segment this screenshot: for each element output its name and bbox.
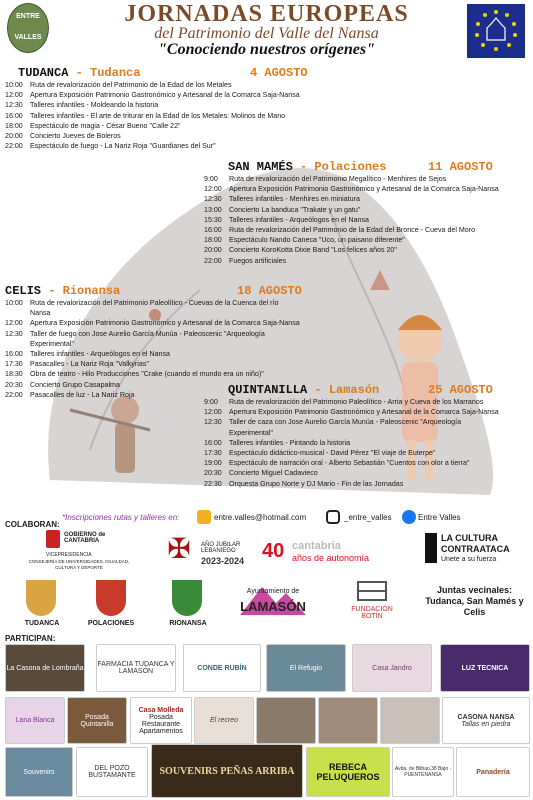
- eu-heritage-logo: [467, 4, 525, 58]
- sponsor-line: Apartamentos: [139, 727, 183, 735]
- event-time: 9:00: [204, 398, 218, 406]
- polaciones-shield: [96, 580, 126, 616]
- autonomia-sub: años de autonomía: [292, 553, 370, 563]
- municipality-name: Rionansa: [62, 284, 121, 298]
- event-title: Orquesta Grupo Norte y DJ Mario - Fin de las Jornadas: [229, 479, 404, 488]
- event-row: [5, 329, 350, 349]
- event-time: 18:00: [204, 236, 222, 245]
- event-title: Talleres infantiles - Moldeando la historia: [30, 101, 159, 110]
- section-heading: QUINTANILLA - Lamasón 25 AGOSTO: [228, 383, 493, 397]
- event-time: 10:00: [5, 81, 23, 89]
- event-title: Talleres infantiles - Arqueólogos en el Nansa: [30, 350, 170, 359]
- sponsor-logo: La Casona de Lombraña: [5, 644, 85, 692]
- event-time: 16:00: [204, 438, 222, 447]
- event-time: 12:00: [5, 91, 23, 100]
- event-time: 13:00: [204, 205, 222, 214]
- email-link[interactable]: entre.valles@hotmail.com: [214, 513, 307, 522]
- instagram-link[interactable]: _entre_valles: [344, 513, 392, 522]
- event-date: 25 AGOSTO: [428, 383, 493, 397]
- event-title: Talleres infantiles - Arqueólogos en el Nansa: [229, 215, 369, 224]
- botin-mark-icon: [356, 580, 388, 602]
- inscription-note: *Inscripciones rutas y talleres en:: [62, 513, 180, 522]
- event-row: [204, 205, 533, 215]
- event-row: [5, 100, 345, 110]
- cultura-logo: [425, 533, 530, 573]
- cantabria-dept: CONSEJERÍA DE UNIVERSIDADES, IGUALDAD, CULTURA Y DEPORTE: [28, 559, 130, 570]
- lamason-name: LAMASÓN: [240, 599, 306, 614]
- municipality-label: RIONANSA: [169, 620, 207, 627]
- autonomia-name: cantabria: [292, 540, 341, 552]
- autonomia-number: 40: [262, 540, 285, 562]
- cross-icon: ✠: [167, 533, 191, 564]
- event-date: 4 AGOSTO: [250, 66, 308, 80]
- event-title: Obra de teatro - Hilo Producciones "Crake (cuando el mundo era un niño)": [30, 370, 264, 379]
- cantabria-sub: VICEPRESIDENCIA: [46, 552, 92, 558]
- event-title: Ruta de revalorización del Patrimonio Paleolítico - Arria y Cueva de los Marranos: [229, 398, 484, 406]
- town-name: SAN MAMÉS: [228, 160, 293, 174]
- cultura-mark-icon: [425, 533, 437, 563]
- event-time: 12:00: [204, 408, 222, 417]
- shield-icon: [46, 530, 60, 548]
- town-name: TUDANCA: [18, 66, 69, 80]
- event-title: Ruta de revalorización del Patrimonio de la Edad de los Metales: [30, 81, 232, 89]
- sponsor-logo: Panadería: [456, 747, 530, 797]
- event-title: Talleres infantiles - Pintando la historia: [229, 438, 351, 447]
- event-row: [204, 417, 533, 437]
- sponsor-logo: Souvenirs: [5, 747, 73, 797]
- email-icon: [197, 510, 211, 524]
- event-row: [204, 397, 533, 407]
- rionansa-shield: [172, 580, 202, 616]
- event-time: 20:30: [204, 469, 222, 478]
- event-title: Apertura Exposición Patrimonio Gastronómico y Artesanal de la Comarca Saja-Nansa: [229, 408, 499, 417]
- facebook-icon: [402, 510, 416, 524]
- jubilar-name: AÑO JUBILAR LEBANIEGO: [201, 542, 241, 554]
- event-title: Taller de caza con Jose Aurelio García Munúa - Paleoscenic "Arqueología Experimental": [229, 418, 462, 437]
- event-row: [204, 184, 533, 194]
- event-row: [204, 256, 533, 266]
- sponsor-line: Posada: [149, 713, 173, 721]
- section-quintanilla: [204, 383, 533, 489]
- logo-bottom-text: VALLES: [14, 34, 42, 41]
- event-title: Pasacalles de luz - La Nariz Roja: [30, 390, 135, 399]
- section-tudanca: [5, 66, 345, 151]
- event-row: [204, 235, 533, 245]
- event-row: [204, 407, 533, 417]
- juntas-vecinales: Juntas vecinales: Tudanca, San Mamés y Celis: [425, 585, 524, 617]
- instagram-icon: [326, 510, 340, 524]
- event-title: Espectáculo de narración oral - Alberto Sebastián "Cuentos con olor a tierra": [229, 459, 470, 468]
- town-name: QUINTANILLA: [228, 383, 308, 397]
- event-list: [204, 397, 533, 489]
- sponsor-logo: Lana Blanca: [5, 697, 65, 744]
- event-row: [204, 438, 533, 448]
- section-san-mames: [204, 160, 533, 266]
- page-title: JORNADAS EUROPEAS: [124, 1, 409, 27]
- event-time: 18:00: [5, 121, 23, 130]
- municipality-label: TUDANCA: [24, 620, 60, 627]
- event-time: 10:00: [5, 299, 23, 307]
- event-title: Apertura Exposición Patrimonio Gastronómico y Artesanal de la Comarca Saja-Nansa: [229, 185, 499, 194]
- event-row: [204, 215, 533, 225]
- event-row: [204, 479, 533, 489]
- event-time: 12:30: [5, 329, 23, 338]
- event-row: [5, 349, 350, 359]
- event-title: Espectáculo de fuego - La Nariz Roja "Guardianes del Sur": [30, 142, 216, 151]
- municipality-label: POLACIONES: [87, 620, 135, 627]
- event-row: [204, 468, 533, 478]
- event-time: 16:00: [204, 226, 222, 235]
- cantabria-logo: [8, 530, 148, 576]
- event-row: [5, 131, 345, 141]
- event-time: 9:00: [204, 175, 218, 183]
- section-heading: CELIS - Rionansa 18 AGOSTO: [5, 284, 302, 298]
- event-time: 20:00: [5, 132, 23, 141]
- event-time: 12:30: [204, 195, 222, 204]
- event-title: Concierto Miguel Cadavieco: [229, 469, 318, 478]
- event-title: Taller de fuego con Jose Aurelio García Munúa - Paleoscenic "Arqueología Experimental": [30, 329, 265, 348]
- event-title: Talleres infantiles - El arte de triturar en la Edad de los Metales: Molinos de Mano: [30, 111, 286, 120]
- collaborators-label: COLABORAN:: [5, 520, 60, 529]
- event-row: [204, 458, 533, 468]
- event-time: 12:30: [204, 418, 222, 427]
- section-heading: TUDANCA - Tudanca 4 AGOSTO: [18, 66, 308, 80]
- event-row: [5, 359, 350, 369]
- town-name: CELIS: [5, 284, 42, 298]
- municipality-name: Tudanca: [90, 66, 141, 80]
- event-title: Concierto Grupo Casapalma: [30, 380, 120, 389]
- cultura-line3: Únete a su fuerza: [441, 556, 497, 563]
- event-title: Ruta de revalorización del Patrimonio de la Edad del Bronce - Cueva del Moro: [229, 226, 476, 235]
- facebook-link[interactable]: Entre Valles: [418, 513, 461, 522]
- event-row: [204, 225, 533, 235]
- event-time: 22:30: [204, 479, 222, 488]
- cultura-line2: CONTRAATACA: [441, 544, 510, 554]
- event-time: 12:00: [5, 319, 23, 328]
- autonomia-logo: [262, 540, 392, 566]
- event-time: 12:00: [204, 185, 222, 194]
- sponsor-logo: CONDE RUBÍN: [183, 644, 261, 692]
- event-time: 16:00: [5, 350, 23, 359]
- event-row: [204, 194, 533, 204]
- event-time: 20:00: [204, 246, 222, 255]
- sponsor-photo: [256, 697, 316, 744]
- sponsor-line: Restaurante: [141, 720, 181, 728]
- tudanca-shield: [26, 580, 56, 616]
- sponsor-logo: [442, 697, 530, 744]
- sponsor-logo: LUZ TECNICA: [440, 644, 530, 692]
- participants-label: PARTICIPAN:: [5, 634, 56, 643]
- event-row: [5, 80, 345, 90]
- lamason-logo: [232, 585, 314, 621]
- page-subtitle: del Patrimonio del Valle del Nansa: [154, 25, 379, 42]
- event-title: Espectáculo didáctico-musical - David Pérez "El viaje de Euterpe": [229, 449, 436, 458]
- event-time: 15:30: [204, 215, 222, 224]
- event-time: 22:00: [5, 142, 23, 151]
- sponsor-logo: DEL POZO BUSTAMANTE: [76, 747, 148, 797]
- sponsor-logo: Avda. de Bilbao,38 Bajo · PUENTENANSA: [392, 747, 454, 797]
- event-date: 11 AGOSTO: [428, 160, 493, 174]
- sponsor-photo: [318, 697, 378, 744]
- event-title: Espectáculo de magia - César Bueno "Calle 22": [30, 121, 181, 130]
- event-time: 16:00: [5, 111, 23, 120]
- event-title: Ruta de revalorización del Patrimonio Megalítico - Menhires de Sejos: [229, 175, 447, 183]
- cultura-line1: LA CULTURA: [441, 533, 498, 543]
- event-time: 22:00: [204, 256, 222, 265]
- event-title: Concierto Jueves de Boleros: [30, 132, 121, 141]
- event-row: [204, 174, 533, 184]
- sponsor-logo: El Refugio: [266, 644, 346, 692]
- event-row: [5, 141, 345, 151]
- municipality-name: Polaciones: [314, 160, 387, 174]
- event-time: 19:00: [204, 459, 222, 468]
- event-time: 17:30: [5, 360, 23, 369]
- event-title: Ruta de revalorización del Patrimonio Paleolítico - Cuevas de la Cuenca del río Nansa: [30, 299, 279, 318]
- sponsor-logo: FARMACIA TUDANCA Y LAMASÓN: [96, 644, 176, 692]
- lamason-pre: Ayuntamiento de: [246, 588, 300, 595]
- sponsor-logo: REBECA PELUQUEROS: [306, 747, 390, 797]
- event-row: [204, 245, 533, 255]
- logo-top-text: ENTRE: [16, 13, 40, 20]
- event-time: 18:30: [5, 370, 23, 379]
- event-time: 17:30: [204, 449, 222, 458]
- event-time: 22:00: [5, 390, 23, 399]
- event-time: 12:30: [5, 101, 23, 110]
- event-date: 18 AGOSTO: [237, 284, 302, 298]
- sponsor-logo: Posada Quintanilla: [67, 697, 127, 744]
- event-row: [5, 111, 345, 121]
- event-row: [5, 369, 350, 379]
- municipality-name: Lamasón: [328, 383, 380, 397]
- jubilar-years: 2023-2024: [201, 556, 245, 566]
- event-title: Pasacalles - La Nariz Roja "Valkyrias": [30, 360, 149, 369]
- event-row: [5, 90, 345, 100]
- event-list: [5, 80, 345, 151]
- event-row: [204, 448, 533, 458]
- event-row: [5, 121, 345, 131]
- event-title: Fuegos artificiales: [229, 256, 287, 265]
- page-tagline: "Conociendo nuestros orígenes": [158, 41, 375, 58]
- event-title: Apertura Exposición Patrimonio Gastronómico y Artesanal de la Comarca Saja-Nansa: [30, 91, 300, 100]
- event-list: [204, 174, 533, 266]
- section-heading: SAN MAMÉS - Polaciones 11 AGOSTO: [228, 160, 493, 174]
- event-time: 20:30: [5, 380, 23, 389]
- event-row: [5, 318, 350, 328]
- sponsor-name: Casa Molleda: [138, 706, 184, 714]
- jubilar-logo: [165, 532, 255, 572]
- cantabria-name: GOBIERNO de CANTABRIA: [64, 532, 106, 544]
- event-row: [5, 298, 350, 318]
- botin-name: FUNDACIÓN BOTÍN: [351, 606, 393, 620]
- event-title: Talleres infantiles - Menhires en miniatura: [229, 195, 360, 204]
- event-title: Concierto La banduca "Trakate y un gatu": [229, 205, 361, 214]
- botin-logo: [342, 580, 402, 622]
- event-title: Apertura Exposición Patrimonio Gastronómico y Artesanal de la Comarca Saja-Nansa: [30, 319, 300, 328]
- header: [0, 0, 533, 64]
- contact-bar: [0, 507, 533, 529]
- sponsor-logo: [130, 697, 192, 744]
- sponsor-photo: [380, 697, 440, 744]
- sponsor-logo: Casa Jandro: [352, 644, 432, 692]
- sponsor-logo: SOUVENIRS PEÑAS ARRIBA: [151, 744, 303, 798]
- event-title: Espectáculo Nando Caneca "Uco, un paisano diferente": [229, 236, 405, 245]
- event-title: Concierto KoroKotta Dixie Band "Los felices años 20": [229, 246, 397, 255]
- sponsor-logo: El recreo: [194, 697, 254, 744]
- sponsor-name: CASONA NANSA: [457, 713, 515, 721]
- sponsor-line: Tallas en piedra: [461, 720, 511, 728]
